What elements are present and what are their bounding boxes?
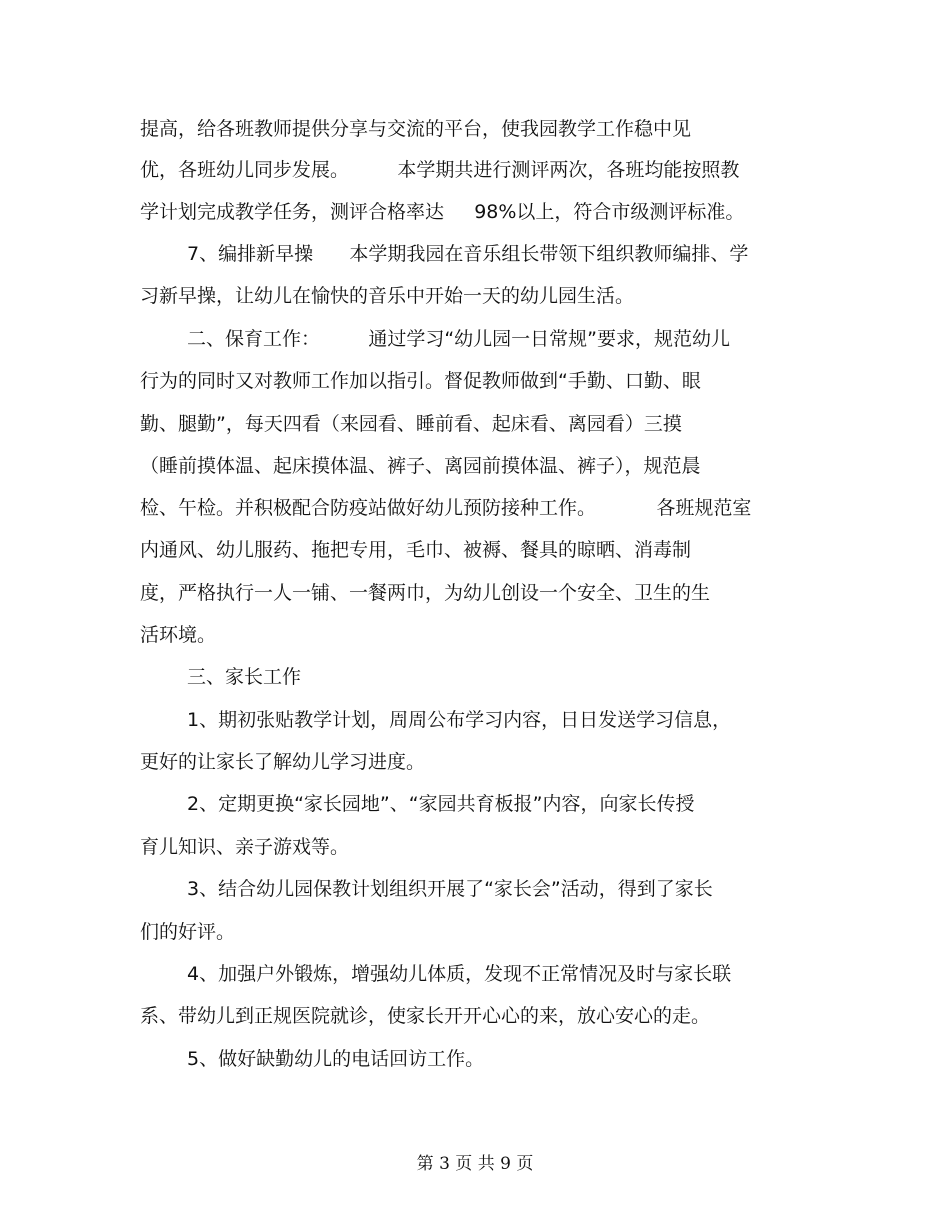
paragraph-line: 们的好评。 bbox=[140, 921, 236, 943]
section-heading: 三、家长工作 bbox=[187, 666, 302, 688]
paragraph-line: 度，严格执行一人一铺、一餐两巾，为幼儿创设一个安全、卫生的生 bbox=[140, 582, 711, 604]
paragraph-line: 系、带幼儿到正规医院就诊，使家长开开心心的来，放心安心的走。 bbox=[140, 1005, 711, 1027]
paragraph-line: 勤、腿勤”，每天四看（来园看、睡前看、起床看、离园看）三摸 bbox=[140, 413, 682, 435]
paragraph-line: 二、保育工作： 通过学习“幼儿园一日常规”要求，规范幼儿 bbox=[187, 328, 731, 350]
paragraph-line: 行为的同时又对教师工作加以指引。督促教师做到“手勤、口勤、眼 bbox=[140, 370, 701, 392]
paragraph-line: 3、结合幼儿园保教计划组织开展了“家长会”活动，得到了家长 bbox=[187, 878, 713, 900]
paragraph-line: 内通风、幼儿服药、拖把专用，毛巾、被褥、餐具的晾晒、消毒制 bbox=[140, 539, 692, 561]
paragraph-line: 检、午检。并积极配合防疫站做好幼儿预防接种工作。 各班规范室 bbox=[140, 497, 752, 519]
paragraph-line: 优，各班幼儿同步发展。 本学期共进行测评两次，各班均能按照教 bbox=[140, 159, 740, 181]
paragraph-line: 提高，给各班教师提供分享与交流的平台，使我园教学工作稳中见 bbox=[140, 118, 692, 140]
paragraph-line: 活环境。 bbox=[140, 624, 217, 646]
paragraph-line: 7、编排新早操 本学期我园在音乐组长带领下组织教师编排、学 bbox=[187, 243, 749, 265]
paragraph-line: 习新早操，让幼儿在愉快的音乐中开始一天的幼儿园生活。 bbox=[140, 285, 635, 307]
paragraph-line: 5、做好缺勤幼儿的电话回访工作。 bbox=[187, 1048, 485, 1070]
paragraph-line: 4、加强户外锻炼，增强幼儿体质，发现不正常情况及时与家长联 bbox=[187, 963, 732, 985]
paragraph-line: 1、期初张贴教学计划，周周公布学习内容，日日发送学习信息， bbox=[187, 709, 732, 731]
paragraph-line: 更好的让家长了解幼儿学习进度。 bbox=[140, 751, 426, 773]
page-number-footer: 第 3 页 共 9 页 bbox=[416, 1154, 534, 1174]
paragraph-line: 2、定期更换“家长园地”、“家园共育板报”内容，向家长传授 bbox=[187, 793, 695, 815]
paragraph-line: 育儿知识、亲子游戏等。 bbox=[140, 836, 350, 858]
paragraph-line: 学计划完成教学任务，测评合格率达 98%以上，符合市级测评标准。 bbox=[140, 201, 745, 223]
paragraph-line: （睡前摸体温、起床摸体温、裤子、离园前摸体温、裤子），规范晨 bbox=[140, 455, 701, 477]
